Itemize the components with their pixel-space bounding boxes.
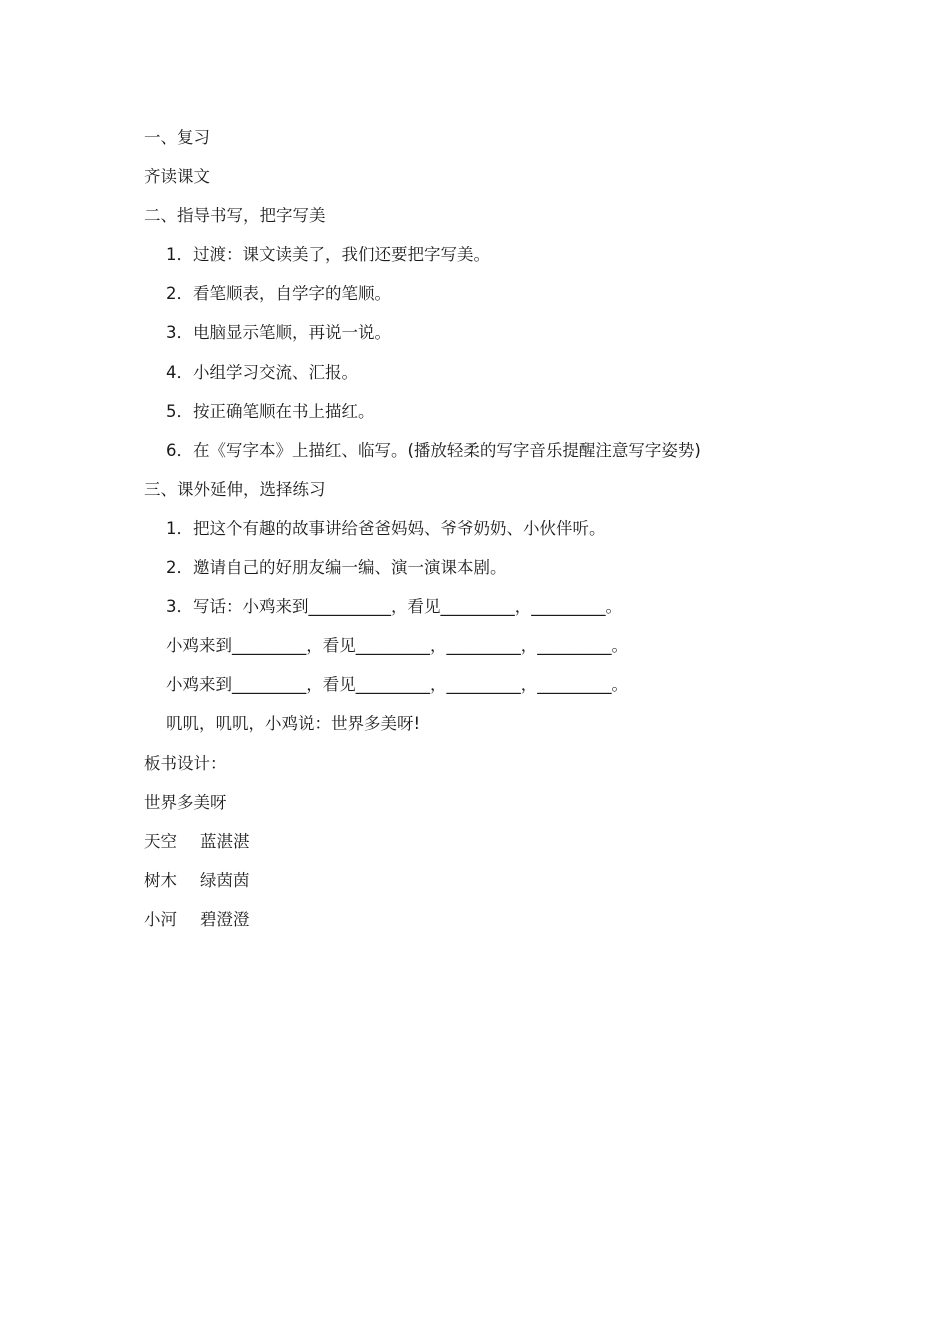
section-heading-extension: 三、课外延伸，选择练习 (144, 479, 326, 499)
board-row (144, 870, 824, 909)
review-item: 齐读课文 (144, 167, 210, 187)
board-row-term: 小河 (144, 909, 177, 929)
writing-step-3: 3．电脑显示笔顺，再说一说。 (166, 323, 391, 343)
writing-step-5: 5．按正确笔顺在书上描红。 (166, 401, 375, 421)
writing-step-4: 4．小组学习交流、汇报。 (166, 362, 358, 382)
board-row-term: 天空 (144, 831, 177, 851)
board-row-desc: 绿茵茵 (200, 870, 250, 890)
board-row (144, 909, 824, 948)
writing-step-2: 2．看笔顺表，自学字的笔顺。 (166, 284, 391, 304)
writing-step-6: 6．在《写字本》上描红、临写。(播放轻柔的写字音乐提醒注意写字姿势) (166, 440, 701, 460)
board-row-desc: 碧澄澄 (200, 909, 250, 929)
board-row (144, 831, 824, 870)
section-heading-writing-guidance: 二、指导书写，把字写美 (144, 206, 326, 226)
board-design-title: 世界多美呀 (144, 792, 227, 812)
board-design-label: 板书设计： (144, 753, 227, 773)
board-row-desc: 蓝湛湛 (200, 831, 250, 851)
writing-step-1: 1．过渡：课文读美了，我们还要把字写美。 (166, 245, 490, 265)
writing-template-line-1: 小鸡来到_________，看见_________，_________，_________。 (166, 636, 628, 656)
extension-item-2: 2．邀请自己的好朋友编一编、演一演课本剧。 (166, 558, 507, 578)
extension-item-3: 3．写话：小鸡来到__________，看见_________，_________。 (166, 597, 622, 617)
lesson-plan-body (144, 127, 824, 948)
writing-template-line-2: 小鸡来到_________，看见_________，_________，_________。 (166, 675, 628, 695)
section-heading-review: 一、复习 (144, 128, 210, 147)
writing-template-closing: 叽叽，叽叽，小鸡说：世界多美呀! (166, 714, 421, 734)
extension-item-1: 1．把这个有趣的故事讲给爸爸妈妈、爷爷奶奶、小伙伴听。 (166, 518, 606, 538)
board-row-term: 树木 (144, 870, 177, 890)
